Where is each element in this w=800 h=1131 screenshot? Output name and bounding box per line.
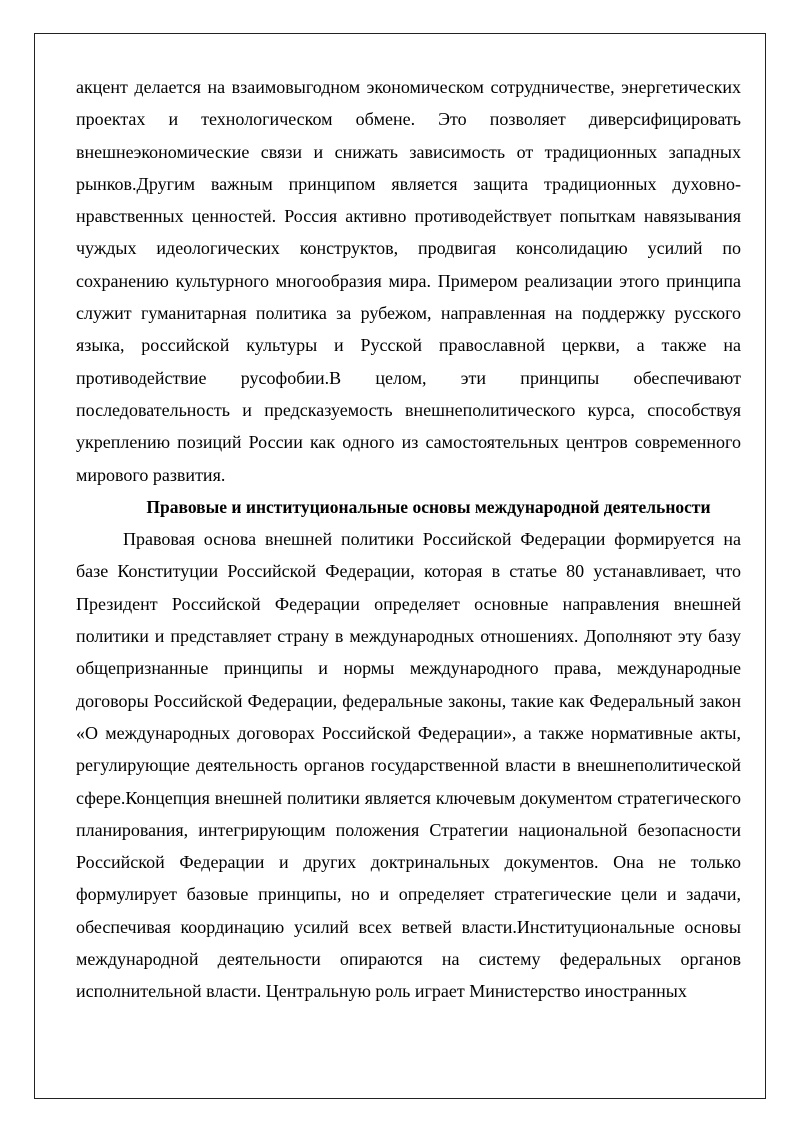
body-paragraph-legal-basis: Правовая основа внешней политики Российской Федерации формируется на базе Конституции Российской Федерации, которая в статье 80 устанавливает, что Президент Российской Федерации определяет основные направления внешней политики и представляет страну в международных отношениях. Дополняют эту базу общепризнанные принципы и нормы международного права, международные договоры Российской Федерации, федеральные законы, такие как Федеральный закон «О международных договорах Российской Федерации», а также нормативные акты, регулирующие деятельность органов государственной власти в внешнеполитической сфере.Концепция внешней политики является ключевым документом стратегического планирования, интегрирующим положения Стратегии национальной безопасности Российской Федерации и других доктринальных документов. Она не только формулирует базовые принципы, но и определяет стратегические цели и задачи, обеспечивая координацию усилий всех ветвей власти.Институциональные основы международной деятельности опираются на систему федеральных органов исполнительной власти. Центральную роль играет Министерство иностранных bbox=[76, 529, 741, 1002]
body-paragraph-continued: акцент делается на взаимовыгодном экономическом сотрудничестве, энергетических проектах и технологическом обмене. Это позволяет диверсифицировать внешнеэкономические связи и снижать зависимость от традиционных западных рынков.Другим важным принципом является защита традиционных духовно-нравственных ценностей. Россия активно противодействует попыткам навязывания чуждых идеологических конструктов, продвигая консолидацию усилий по сохранению культурного многообразия мира. Примером реализации этого принципа служит гуманитарная политика за рубежом, направленная на поддержку русского языка, российской культуры и Русской православной церкви, а также на противодействие русофобии.В целом, эти принципы обеспечивают последовательность и предсказуемость внешнеполитического курса, способствуя укреплению позиций России как одного из самостоятельных центров современного мирового развития. bbox=[76, 77, 741, 485]
section-heading: Правовые и институциональные основы международной деятельности bbox=[146, 496, 711, 517]
document-body bbox=[76, 71, 741, 1008]
